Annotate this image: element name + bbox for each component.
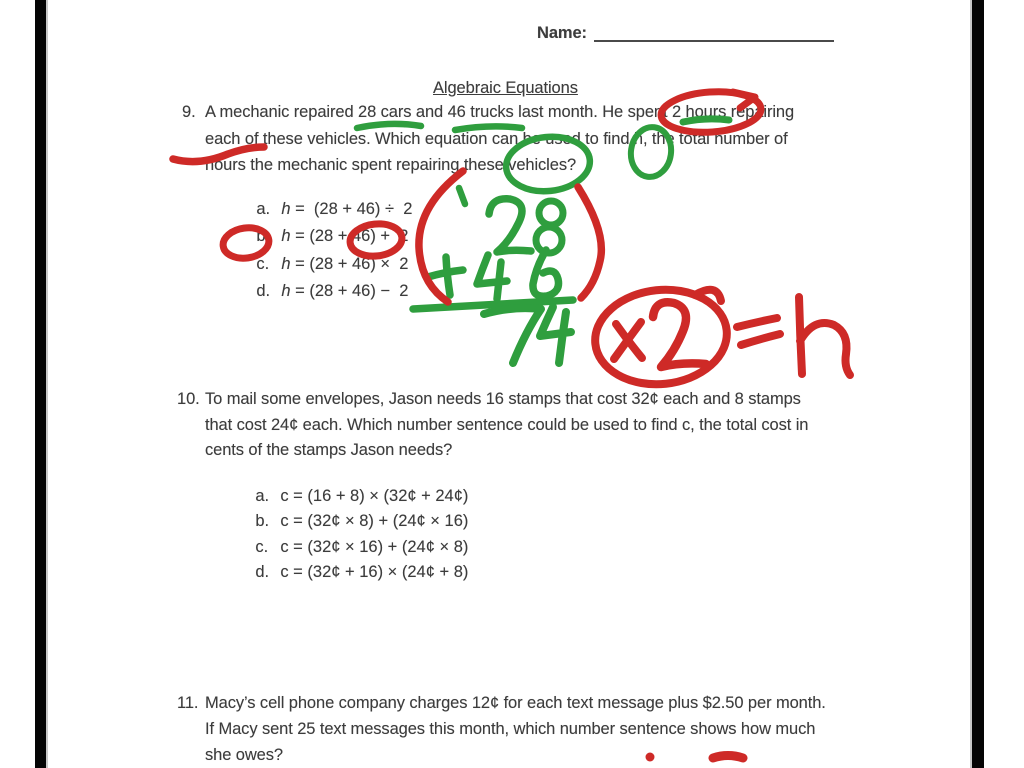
q11-line-1: Macy’s cell phone company charges 12¢ for each text message plus $2.50 per month. [205,694,826,712]
red-dot-mark [646,753,655,762]
red-paren-right-mark [578,187,601,298]
q10-line-3: cents of the stamps Jason needs? [205,441,453,459]
q10-line-1: To mail some envelopes, Jason needs 16 stamps that cost 32¢ each and 8 stamps [205,390,801,408]
q9-line-2: each of these vehicles. Which equation can be used to find h, the total number of [205,130,788,148]
page-edge-right [970,0,984,768]
page-title: Algebraic Equations [433,79,578,97]
q9-option-a-letter: a. [256,200,271,218]
q9-option-b: b. h = (28 + 46) + 2 [256,227,409,245]
name-label: Name: [537,24,587,42]
name-blank-line [594,40,834,42]
q9-option-c: c. h = (28 + 46) × 2 [256,255,409,273]
q9-option-a: a. h = (28 + 46) ÷ 2 [256,200,413,218]
handwritten-digit-8-mark [536,201,563,253]
q9-option-b-letter: b. [256,227,271,245]
q9-number: 9. [182,103,196,121]
q10-option-a-letter: a. [255,487,270,505]
red-letter-h-mark [799,297,850,375]
green-underline-28-cars-mark [357,124,421,128]
q9-option-c-letter: c. [256,255,270,273]
q10-option-b-letter: b. [255,512,270,530]
red-paren-left-mark [419,171,463,302]
q10-option-c-letter: c. [255,538,269,556]
q11-line-3: she owes? [205,746,283,764]
q10-option-c: c. c = (32¢ × 16) + (24¢ × 8) [255,538,469,556]
red-oval-pen-loop-mark [695,290,721,301]
handwritten-digit-4-bottom-mark [540,307,571,363]
q10-number: 10. [177,390,200,408]
q10-line-2: that cost 24¢ each. Which number sentence could be used to find c, the total cost in [205,416,809,434]
red-dash-mark [713,756,743,759]
q10-option-a: a. c = (16 + 8) × (32¢ + 24¢) [255,487,469,505]
red-equals-mark [737,318,780,345]
q10-option-d-letter: d. [255,563,270,581]
handwritten-plus-mark [428,257,463,295]
q9-line-3: hours the mechanic spent repairing these vehicles? [205,156,577,174]
q9-option-d-letter: d. [256,282,271,300]
q10-option-d: d. c = (32¢ + 16) × (24¢ + 8) [255,563,469,581]
handwritten-digit-7-mark [484,308,541,363]
red-oval-times-2-mark [590,283,731,390]
red-times-sign-mark [614,322,642,359]
q11-number: 11. [177,694,199,712]
q9-line-1: A mechanic repaired 28 cars and 46 trucks last month. He spent 2 hours repairing [205,103,795,121]
handwritten-sum-line-mark [413,300,573,309]
handwritten-tick-mark [459,188,465,204]
handwritten-digit-2-mark [489,199,531,252]
q10-option-b: b. c = (32¢ × 8) + (24¢ × 16) [255,512,469,530]
handwritten-digit-4-top-mark [477,255,507,299]
handwritten-digit-6-mark [533,250,559,296]
red-digit-2-mark [653,302,706,367]
q11-line-2: If Macy sent 25 text messages this month, which number sentence shows how much [205,720,816,738]
q9-option-d: d. h = (28 + 46) − 2 [256,282,409,300]
page-edge-left [35,0,48,768]
